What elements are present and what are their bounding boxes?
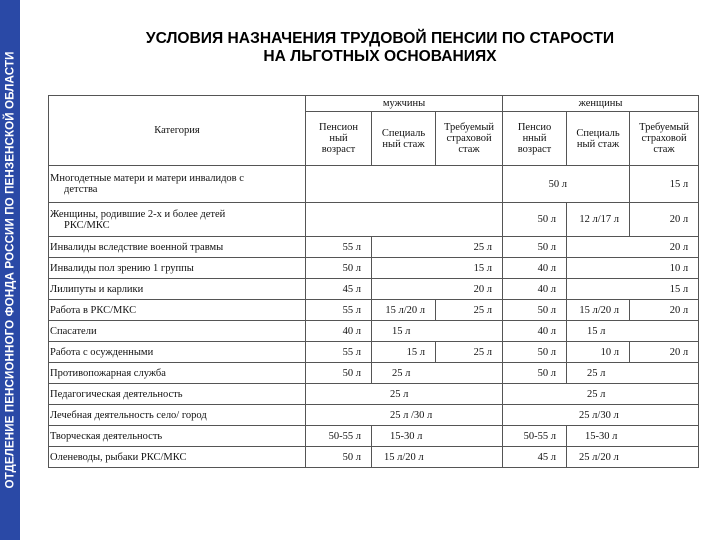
table-row xyxy=(49,363,699,384)
row-label: Противопожарная служба xyxy=(49,363,306,384)
cell-women-age: 50 л xyxy=(503,166,630,203)
row-label: Оленеводы, рыбаки РКС/МКС xyxy=(49,447,306,468)
cell-women-age: 50 л xyxy=(503,363,567,384)
col-header-men-special-experience: Специаль ный стаж xyxy=(372,112,436,166)
cell-men-special: 25 л xyxy=(306,384,503,405)
title-line-1: УСЛОВИЯ НАЗНАЧЕНИЯ ТРУДОВОЙ ПЕНСИИ ПО СТАРОСТИ xyxy=(145,30,615,47)
cell-men-special: 25 л /30 л xyxy=(306,405,503,426)
cell-men-empty xyxy=(306,203,503,237)
cell-women-special: 12 л/17 л xyxy=(567,203,630,237)
row-label: Инвалиды вследствие военной травмы xyxy=(49,237,306,258)
cell-men-insurance: 25 л xyxy=(436,342,503,363)
cell-men-age: 55 л xyxy=(306,300,372,321)
cell-women-insurance: 20 л xyxy=(630,342,699,363)
cell-women-special: 10 л xyxy=(567,342,630,363)
cell-women-insurance: 20 л xyxy=(630,300,699,321)
group-header-women: женщины xyxy=(503,96,699,112)
cell-men-special: 15-30 л xyxy=(372,426,503,447)
cell-men-age: 50 л xyxy=(306,447,372,468)
cell-men-empty xyxy=(306,166,503,203)
col-header-women-pension-age: Пенсио нный возраст xyxy=(503,112,567,166)
col-header-women-special-experience: Специаль ный стаж xyxy=(567,112,630,166)
cell-women-insurance: 15 л xyxy=(630,166,699,203)
table-row xyxy=(49,203,699,237)
cell-men-insurance: 15 л xyxy=(372,258,503,279)
cell-men-special: 25 л xyxy=(372,363,503,384)
col-header-men-pension-age: Пенсион ный возраст xyxy=(306,112,372,166)
cell-women-special: 15-30 л xyxy=(567,426,699,447)
cell-women-age: 45 л xyxy=(503,447,567,468)
cell-men-age: 45 л xyxy=(306,279,372,300)
table-row xyxy=(49,342,699,363)
cell-women-special: 25 л/20 л xyxy=(567,447,699,468)
row-label: Работа в РКС/МКС xyxy=(49,300,306,321)
cell-men-age: 55 л xyxy=(306,237,372,258)
sidebar-text: ОТДЕЛЕНИЕ ПЕНСИОННОГО ФОНДА РОССИИ ПО ПЕНЗЕНСКОЙ ОБЛАСТИ xyxy=(3,51,17,489)
cell-men-age: 50 л xyxy=(306,258,372,279)
cell-women-age: 40 л xyxy=(503,321,567,342)
cell-men-age: 40 л xyxy=(306,321,372,342)
cell-women-age: 50 л xyxy=(503,300,567,321)
cell-men-special: 15 л/20 л xyxy=(372,447,503,468)
cell-women-insurance: 10 л xyxy=(567,258,699,279)
cell-women-age: 50 л xyxy=(503,203,567,237)
cell-women-age: 50 л xyxy=(503,342,567,363)
table-row xyxy=(49,279,699,300)
sidebar-banner xyxy=(0,0,20,540)
cell-women-special: 15 л xyxy=(567,321,699,342)
row-label: Творческая деятельность xyxy=(49,426,306,447)
table-row xyxy=(49,166,699,203)
cell-women-insurance: 20 л xyxy=(630,203,699,237)
cell-women-age: 50-55 л xyxy=(503,426,567,447)
cell-women-age: 40 л xyxy=(503,258,567,279)
page-title xyxy=(40,30,720,66)
cell-men-age: 55 л xyxy=(306,342,372,363)
row-label: Лечебная деятельность село/ город xyxy=(49,405,306,426)
pension-conditions-table xyxy=(48,95,699,468)
cell-men-age: 50 л xyxy=(306,363,372,384)
cell-men-special: 15 л xyxy=(372,342,436,363)
row-label: Лилипуты и карлики xyxy=(49,279,306,300)
cell-women-special: 25 л xyxy=(503,384,699,405)
row-label: Работа с осужденными xyxy=(49,342,306,363)
cell-men-special: 15 л/20 л xyxy=(372,300,436,321)
table-row xyxy=(49,321,699,342)
row-label: Спасатели xyxy=(49,321,306,342)
row-label: Педагогическая деятельность xyxy=(49,384,306,405)
table-row xyxy=(49,384,699,405)
cell-men-age: 50-55 л xyxy=(306,426,372,447)
table-row xyxy=(49,447,699,468)
cell-men-insurance: 25 л xyxy=(372,237,503,258)
cell-women-insurance: 20 л xyxy=(567,237,699,258)
table-row xyxy=(49,300,699,321)
cell-women-special: 25 л/30 л xyxy=(503,405,699,426)
cell-women-special: 15 л/20 л xyxy=(567,300,630,321)
row-label: Многодетные матери и матери инвалидов с детства xyxy=(49,166,306,203)
table-row xyxy=(49,258,699,279)
cell-men-insurance: 25 л xyxy=(436,300,503,321)
col-header-men-insurance-experience: Требуемый страховой стаж xyxy=(436,112,503,166)
cell-women-insurance: 15 л xyxy=(567,279,699,300)
row-label: Женщины, родившие 2-х и более детей РКС/МКС xyxy=(49,203,306,237)
table-row xyxy=(49,426,699,447)
table-row xyxy=(49,405,699,426)
cell-women-age: 40 л xyxy=(503,279,567,300)
group-header-men: мужчины xyxy=(306,96,503,112)
cell-men-insurance: 20 л xyxy=(372,279,503,300)
title-line-2: НА ЛЬГОТНЫХ ОСНОВАНИЯХ xyxy=(263,48,497,65)
col-header-women-insurance-experience: Требуемый страховой стаж xyxy=(630,112,699,166)
row-label: Инвалиды пол зрению 1 группы xyxy=(49,258,306,279)
cell-women-age: 50 л xyxy=(503,237,567,258)
table-row xyxy=(49,237,699,258)
cell-men-special: 15 л xyxy=(372,321,503,342)
table-header-group-row xyxy=(49,96,699,112)
category-header: Категория xyxy=(49,96,306,166)
cell-women-special: 25 л xyxy=(567,363,699,384)
